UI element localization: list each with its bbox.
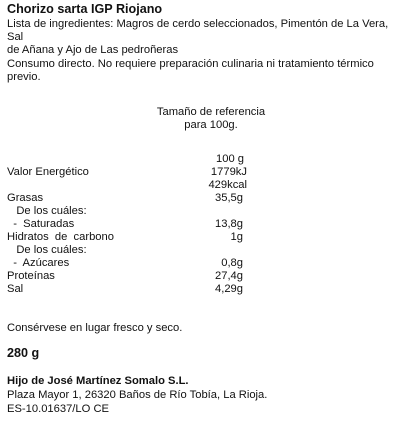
nutrient-name: De los cuáles: xyxy=(7,244,87,256)
nutrient-value: 0,8g xyxy=(221,257,243,269)
ingredients-list xyxy=(7,18,397,57)
nutrient-name: Sal xyxy=(7,283,24,295)
nutrient-value: 13,8g xyxy=(215,218,243,230)
nutrition-row xyxy=(7,257,257,270)
nutrition-row xyxy=(7,283,257,296)
nutrition-header-value: 100 g xyxy=(216,153,244,165)
nutrient-name: - Azúcares xyxy=(7,257,70,269)
nutrition-row xyxy=(7,192,257,205)
nutrition-row xyxy=(7,179,257,192)
nutrition-row xyxy=(7,270,257,283)
ingredients-line-2: de Añana y Ajo de Las pedroñeras xyxy=(7,44,179,56)
producer-name: Hijo de José Martínez Somalo S.L. xyxy=(7,375,189,387)
nutrient-value: 27,4g xyxy=(215,270,243,282)
producer-info xyxy=(7,374,267,416)
nutrition-row xyxy=(7,205,257,218)
nutrition-row xyxy=(7,166,257,179)
nutrient-name: Grasas xyxy=(7,192,44,204)
nutrient-name: De los cuáles: xyxy=(7,205,87,217)
reference-line-2: para 100g. xyxy=(184,119,238,131)
nutrient-value: 1779kJ xyxy=(210,166,247,178)
nutrition-row xyxy=(7,218,257,231)
nutrition-row xyxy=(7,244,257,257)
nutrient-name: Valor Energético xyxy=(7,166,89,178)
producer-address: Plaza Mayor 1, 26320 Baños de Río Tobía, La Rioja. xyxy=(7,389,268,401)
reference-size xyxy=(7,106,397,132)
nutrition-header-row xyxy=(7,153,257,166)
nutrition-row xyxy=(7,231,257,244)
storage-instructions: Consérvese en lugar fresco y seco. xyxy=(7,322,183,334)
product-title: Chorizo sarta IGP Riojano xyxy=(7,2,163,16)
nutrient-value: 1g xyxy=(230,231,243,243)
nutrient-name: Hidratos de carbono xyxy=(7,231,114,243)
net-weight: 280 g xyxy=(7,346,40,360)
nutrient-value: 35,5g xyxy=(215,192,243,204)
producer-registry: ES-10.01637/LO CE xyxy=(7,403,109,415)
ingredients-line-1: Lista de ingredientes: Magros de cerdo seleccionados, Pimentón de La Vera, Sal xyxy=(7,18,389,43)
nutrition-table xyxy=(7,153,397,301)
nutrient-name: Proteínas xyxy=(7,270,55,282)
nutrient-value: 4,29g xyxy=(215,283,243,295)
nutrient-value: 429kcal xyxy=(208,179,247,191)
nutrient-name: - Saturadas xyxy=(7,218,75,230)
usage-instructions: Consumo directo. No requiere preparación culinaria ni tratamiento térmico previo. xyxy=(7,58,374,83)
product-label xyxy=(7,0,397,415)
reference-line-1: Tamaño de referencia xyxy=(156,106,266,118)
